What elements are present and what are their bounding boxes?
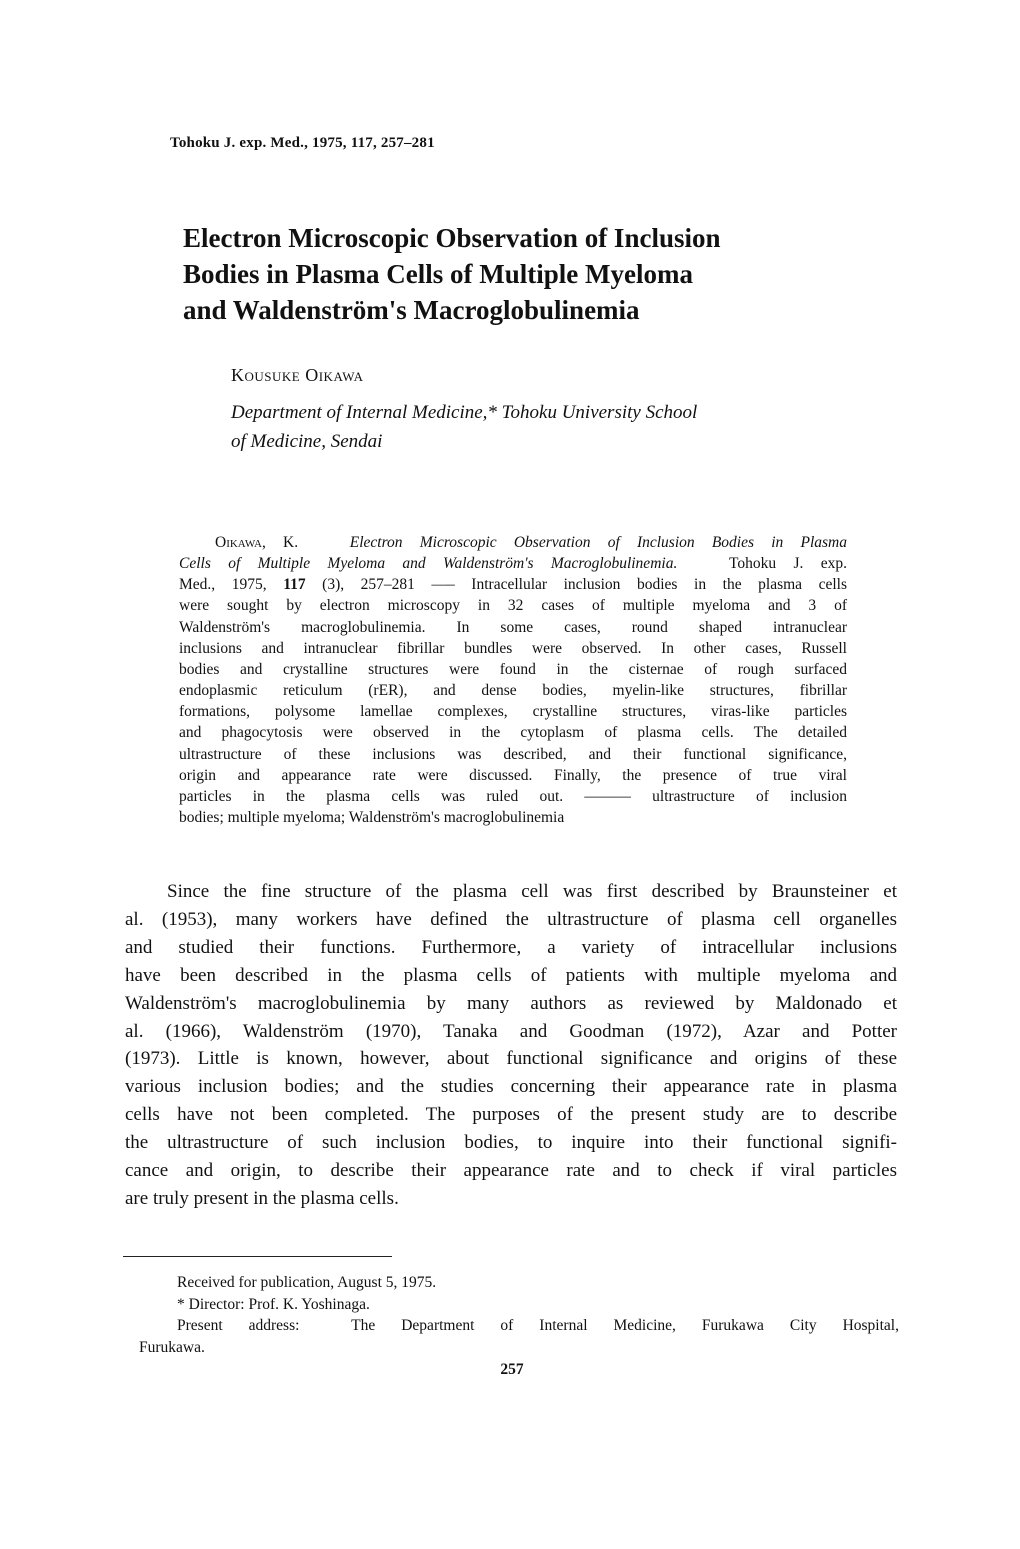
abstract-line: bodies and crystalline structures were found in the cisternae of rough surfaced bbox=[179, 660, 847, 678]
body-paragraph bbox=[125, 878, 897, 1213]
title-line: Electron Microscopic Observation of Inclusion bbox=[183, 223, 721, 253]
abstract-line: inclusions and intranuclear fibrillar bundles were observed. In other cases, Russell bbox=[179, 639, 847, 657]
body-line: Since the fine structure of the plasma cell was first described by Braunsteiner et bbox=[167, 881, 897, 902]
affiliation-line: of Medicine, Sendai bbox=[231, 431, 383, 452]
title-line: and Waldenström's Macroglobulinemia bbox=[183, 295, 640, 325]
abstract-line: particles in the plasma cells was ruled out. ——— ultrastructure of inclusion bbox=[179, 787, 847, 805]
body-line: (1973). Little is known, however, about functional significance and origins of these bbox=[125, 1048, 897, 1070]
body-line: are truly present in the plasma cells. bbox=[125, 1187, 399, 1209]
abstract-journal: Tohoku J. exp. bbox=[729, 555, 847, 573]
footnote-address bbox=[139, 1315, 899, 1337]
footnotes bbox=[139, 1272, 899, 1358]
abstract-line: Waldenström's macroglobulinemia. In some cases, round shaped intranuclear bbox=[179, 618, 847, 636]
body-line: and studied their functions. Furthermore, a variety of intracellular inclusions bbox=[125, 936, 897, 958]
abstract-line: and phagocytosis were observed in the cytoplasm of plasma cells. The detailed bbox=[179, 724, 847, 742]
footnote-received: Received for publication, August 5, 1975. bbox=[177, 1274, 437, 1291]
body-line: Waldenström's macroglobulinemia by many authors as reviewed by Maldonado et bbox=[125, 992, 897, 1014]
body-line: have been described in the plasma cells of patients with multiple myeloma and bbox=[125, 964, 897, 986]
abstract-line: ultrastructure of these inclusions was described, and their functional significance, bbox=[179, 745, 847, 763]
affiliation-line: Department of Internal Medicine,* Tohoku University School bbox=[231, 402, 698, 423]
footnote-divider bbox=[123, 1256, 392, 1257]
body-line: the ultrastructure of such inclusion bodies, to inquire into their functional signifi- bbox=[125, 1132, 897, 1154]
journal-citation: Tohoku J. exp. Med., 1975, 117, 257–281 bbox=[170, 135, 435, 151]
abstract-volume: 117 bbox=[283, 576, 306, 594]
body-line: various inclusion bodies; and the studies concerning their appearance rate in plasma bbox=[125, 1076, 897, 1098]
footnote-director: * Director: Prof. K. Yoshinaga. bbox=[177, 1295, 370, 1313]
address-text: The Department of Internal Medicine, Furukawa City Hospital, bbox=[351, 1317, 899, 1334]
author-name: Kousuke Oikawa bbox=[231, 365, 364, 385]
affiliation bbox=[231, 398, 791, 456]
abstract-line: formations, polysome lamellae complexes, crystalline structures, viras-like particles bbox=[179, 703, 847, 721]
abstract-article-title: Electron Microscopic Observation of Inclusion Bodies in Plasma bbox=[349, 534, 847, 551]
abstract-article-title: Cells of Multiple Myeloma and Waldenström's Macroglobulinemia. bbox=[179, 555, 678, 573]
address-label: Present address: bbox=[177, 1317, 300, 1334]
abstract bbox=[179, 532, 847, 828]
page-number: 257 bbox=[500, 1361, 524, 1378]
title-line: Bodies in Plasma Cells of Multiple Myeloma bbox=[183, 259, 693, 289]
abstract-line: endoplasmic reticulum (rER), and dense bodies, myelin-like structures, fibrillar bbox=[179, 682, 847, 700]
abstract-line bbox=[179, 553, 847, 574]
article-title bbox=[183, 220, 803, 328]
abstract-keywords-line: bodies; multiple myeloma; Waldenström's macroglobulinemia bbox=[179, 809, 565, 827]
abstract-author: Oikawa, K. bbox=[215, 534, 299, 551]
body-line: al. (1966), Waldenström (1970), Tanaka and Goodman (1972), Azar and Potter bbox=[125, 1020, 897, 1042]
abstract-line bbox=[179, 574, 847, 595]
abstract-text: (3), 257–281 —– Intracellular inclusion bodies in the plasma cells bbox=[322, 576, 848, 594]
abstract-line bbox=[179, 532, 847, 553]
body-line: cells have not been completed. The purposes of the present study are to describe bbox=[125, 1104, 897, 1126]
abstract-line: were sought by electron microscopy in 32 cases of multiple myeloma and 3 of bbox=[179, 597, 847, 615]
body-line: al. (1953), many workers have defined the ultrastructure of plasma cell organelles bbox=[125, 908, 897, 930]
footnote-address-cont: Furukawa. bbox=[139, 1338, 205, 1356]
abstract-line: origin and appearance rate were discussed. Finally, the presence of true viral bbox=[179, 766, 847, 784]
abstract-citation: Med., 1975, bbox=[179, 576, 267, 594]
body-line: cance and origin, to describe their appearance rate and to check if viral particles bbox=[125, 1160, 897, 1182]
